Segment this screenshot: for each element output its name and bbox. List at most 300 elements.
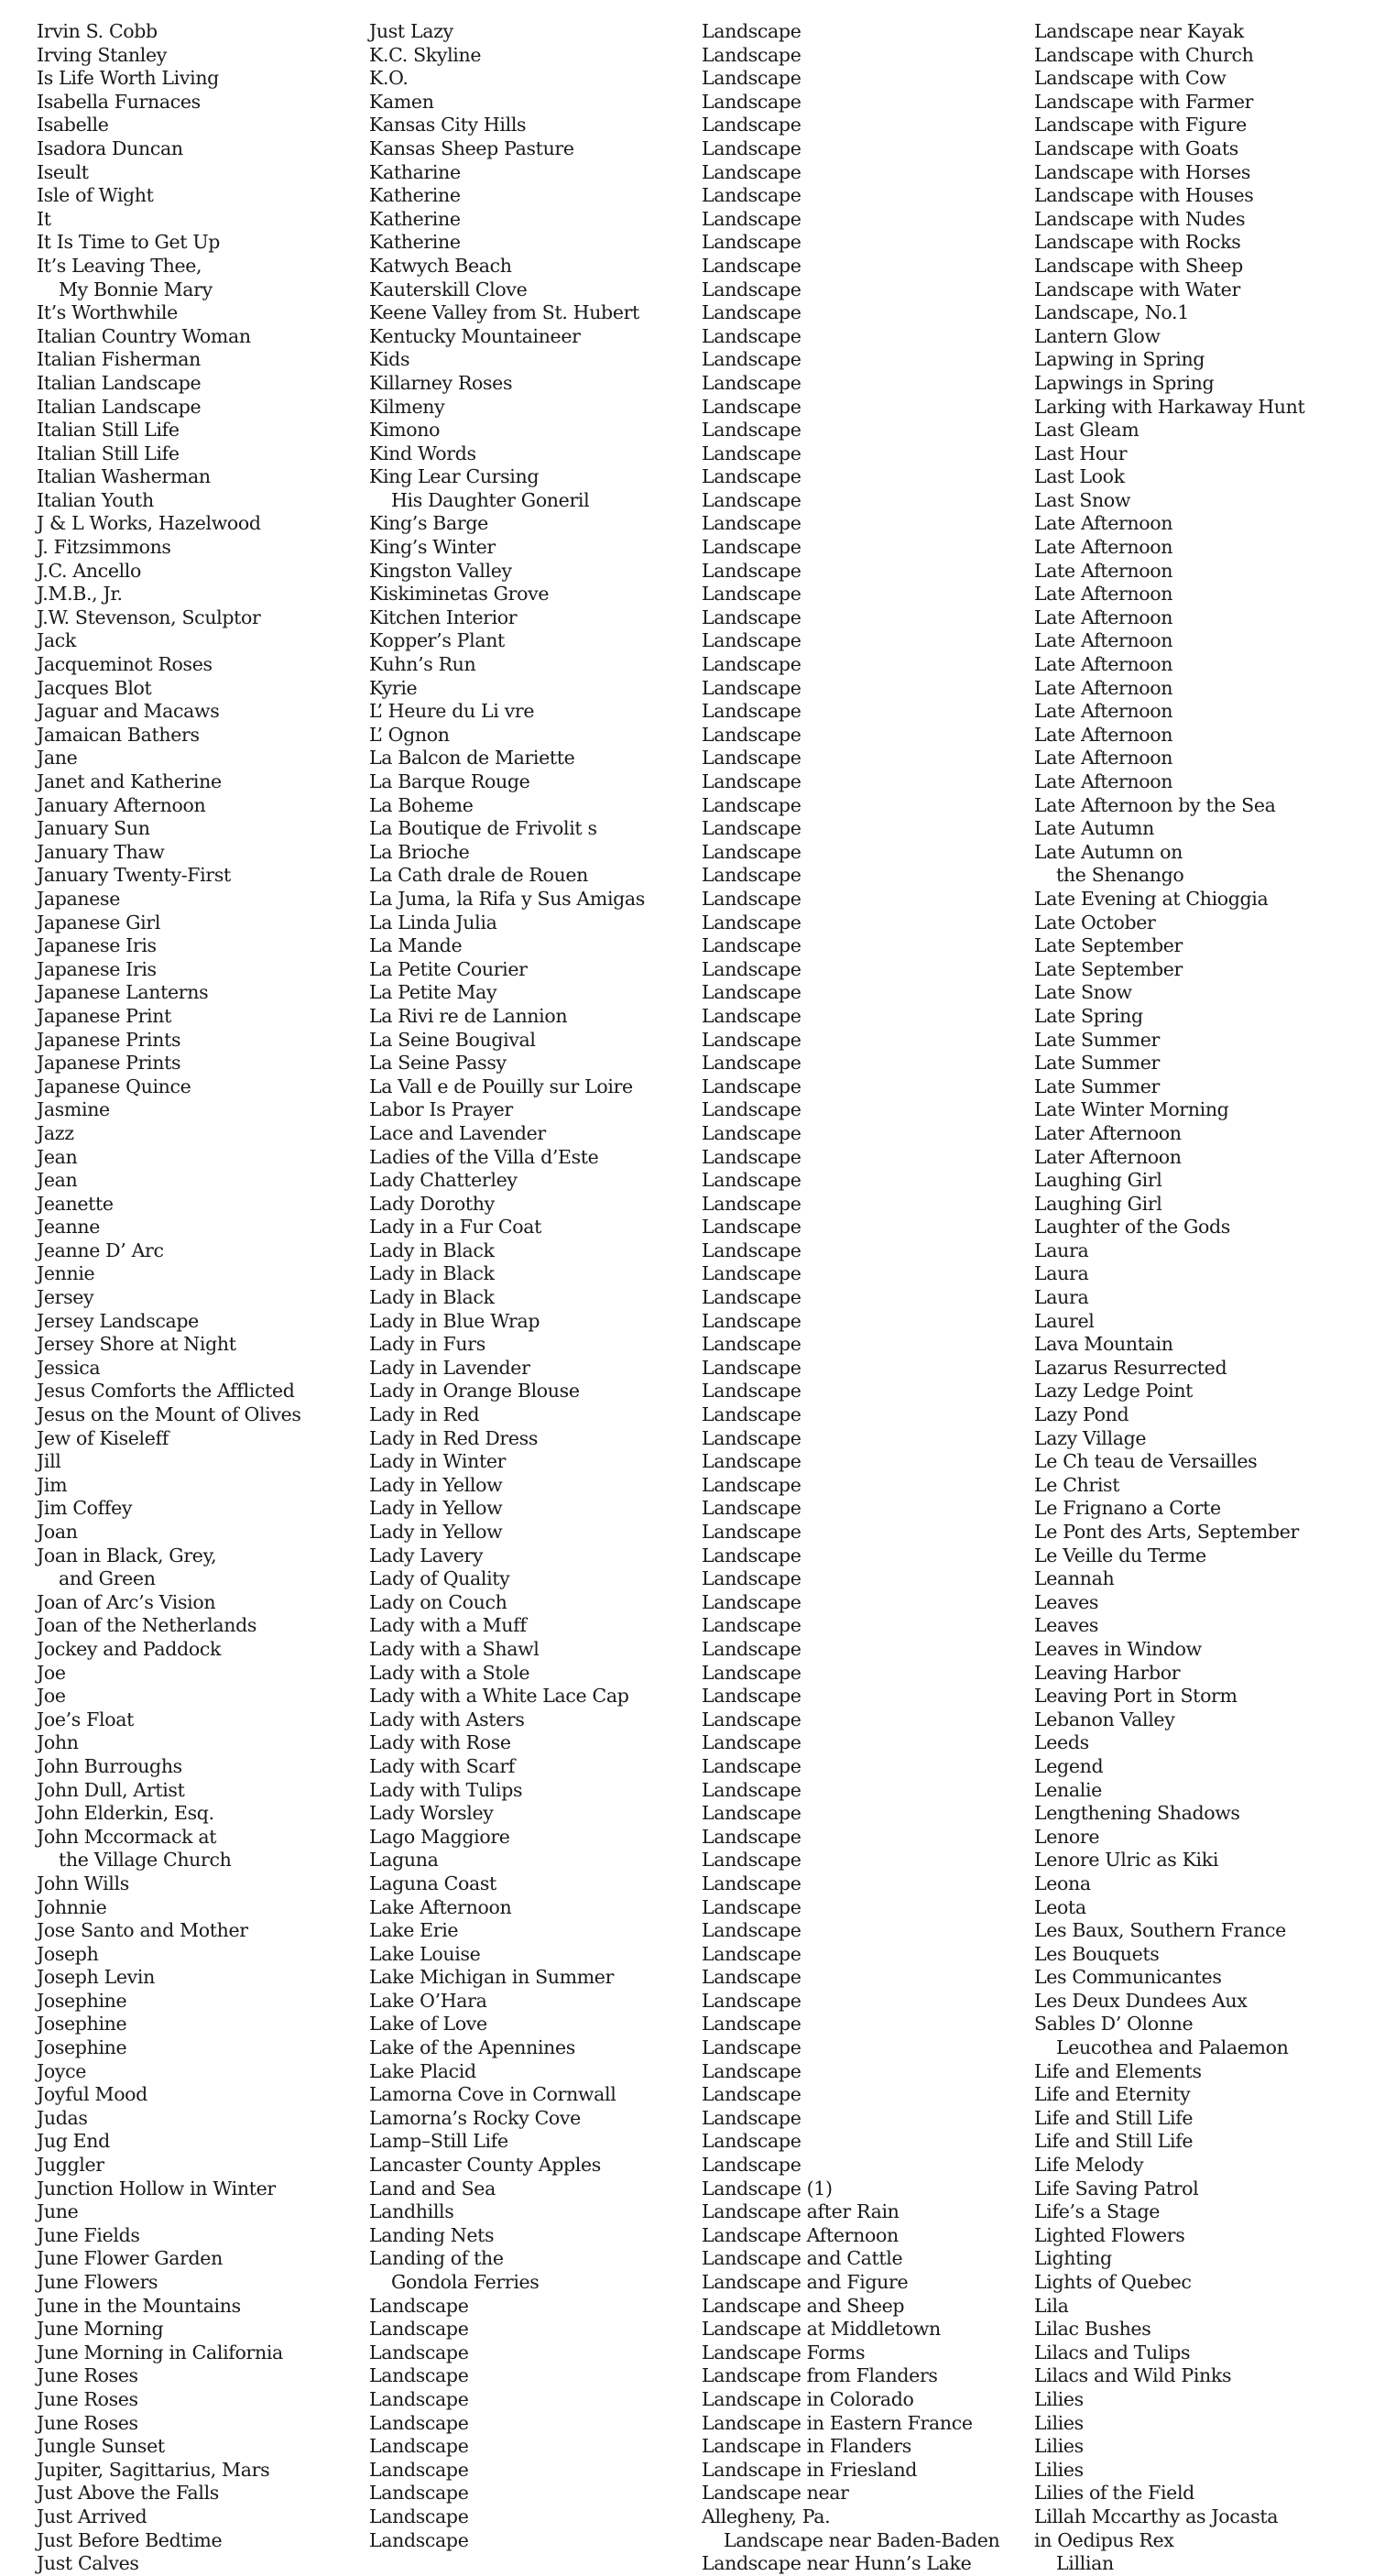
index-entry: Kentucky Mountaineer <box>369 324 581 347</box>
index-entry: Landscape <box>702 1356 802 1379</box>
index-entry: Lenore <box>1034 1825 1100 1848</box>
index-entry: Later Afternoon <box>1034 1145 1182 1168</box>
index-entry: Landscape <box>702 981 802 1004</box>
index-entry: Landscape <box>369 2505 469 2527</box>
index-entry: Laughing Girl <box>1034 1192 1162 1215</box>
index-entry: Joan in Black, Grey, <box>37 1544 217 1566</box>
index-entry: Landscape near Hunn’s Lake <box>702 2552 972 2575</box>
index-entry: Landscape <box>702 629 802 652</box>
index-entry: Landscape <box>702 817 802 840</box>
index-entry: Landscape <box>702 324 802 347</box>
index-entry: Life and Still Life <box>1034 2106 1194 2129</box>
index-entry: Life’s a Stage <box>1034 2200 1161 2223</box>
index-entry: Is Life Worth Living <box>37 67 219 90</box>
index-entry: Lenalie <box>1034 1778 1102 1801</box>
index-entry: Jug End <box>37 2130 110 2153</box>
index-entry: Lady of Quality <box>369 1567 510 1590</box>
index-entry: Lady in Red Dress <box>369 1426 538 1449</box>
index-entry: Sables D’ Olonne <box>1034 2013 1194 2036</box>
index-entry: La Cath drale de Rouen <box>369 864 588 887</box>
index-entry: Landscape <box>702 747 802 770</box>
index-entry: Les Bouquets <box>1034 1942 1160 1965</box>
index-entry: John Dull, Artist <box>37 1778 185 1801</box>
index-entry: Iseult <box>37 160 89 183</box>
index-entry: Landscape <box>702 1802 802 1825</box>
index-entry: King’s Barge <box>369 512 488 535</box>
index-entry: June <box>37 2200 79 2223</box>
index-entry: Landscape <box>702 1942 802 1965</box>
index-entry: Labor Is Prayer <box>369 1098 513 1121</box>
index-entry: Janet and Katherine <box>37 770 222 792</box>
index-entry: Lady in Black <box>369 1286 495 1309</box>
index-entry: Lady in Black <box>369 1262 495 1285</box>
index-entry-continuation: the Village Church <box>59 1849 232 1872</box>
index-entry: Jaguar and Macaws <box>37 700 220 723</box>
index-entry: Les Deux Dundees Aux <box>1034 1989 1248 2012</box>
index-entry: Landscape <box>702 2083 802 2106</box>
index-column-1 <box>37 20 301 2576</box>
index-entry: Landscape <box>702 371 802 394</box>
index-entry: Landscape <box>369 2435 469 2458</box>
index-entry: Landscape after Rain <box>702 2200 900 2223</box>
index-entry: Landscape <box>369 2294 469 2317</box>
index-entry: Italian Still Life <box>37 419 180 442</box>
index-entry: La Boutique de Frivolit s <box>369 817 597 840</box>
index-entry: L’ Heure du Li vre <box>369 700 535 723</box>
index-entry: June Roses <box>37 2364 138 2387</box>
index-entry: Landscape <box>702 2059 802 2082</box>
index-entry: Landscape <box>702 419 802 442</box>
index-entry: Landscape <box>702 2130 802 2153</box>
index-entry: Just Calves <box>37 2552 139 2575</box>
index-entry: Japanese Girl <box>37 911 161 933</box>
index-entry: Lady Lavery <box>369 1544 484 1566</box>
index-entry: Late Afternoon <box>1034 723 1173 746</box>
index-column-3 <box>702 20 999 2576</box>
index-entry: Kuhn’s Run <box>369 653 476 676</box>
index-entry: Leaves <box>1034 1614 1099 1637</box>
index-entry: Les Communicantes <box>1034 1966 1222 1989</box>
index-entry: Jim Coffey <box>37 1497 133 1520</box>
index-entry: Jessica <box>37 1356 101 1379</box>
index-entry: Lady with a Shawl <box>369 1637 540 1660</box>
index-entry: Late Afternoon <box>1034 606 1173 628</box>
index-entry: Laura <box>1034 1262 1089 1285</box>
index-entry: Irving Stanley <box>37 43 167 66</box>
index-entry: Landscape <box>369 2528 469 2551</box>
index-entry: Jasmine <box>37 1098 110 1121</box>
index-entry: Italian Landscape <box>37 371 202 394</box>
index-entry: Jamaican Bathers <box>37 723 200 746</box>
index-entry: Jersey Shore at Night <box>37 1333 236 1356</box>
index-entry: Landscape <box>702 90 802 113</box>
index-entry: Last Hour <box>1034 442 1128 464</box>
index-entry: Kiskiminetas Grove <box>369 583 550 606</box>
index-entry: Japanese Iris <box>37 957 157 980</box>
index-entry: Late Afternoon by the Sea <box>1034 793 1276 816</box>
index-entry: June Morning in California <box>37 2341 283 2363</box>
index-entry: Landing Nets <box>369 2223 495 2246</box>
index-entry: Landscape <box>702 1216 802 1239</box>
index-entry: Lady with Rose <box>369 1731 511 1754</box>
index-entry: Landscape <box>702 606 802 628</box>
index-entry: Kimono <box>369 419 441 442</box>
index-entry: Lazarus Resurrected <box>1034 1356 1227 1379</box>
index-entry: Keene Valley from St. Hubert <box>369 301 639 324</box>
index-entry: Josephine <box>37 1989 127 2012</box>
index-entry: Lighting <box>1034 2247 1112 2270</box>
index-entry: L’ Ognon <box>369 723 450 746</box>
index-entry: Kitchen Interior <box>369 606 518 628</box>
index-entry: Landscape <box>702 1590 802 1613</box>
index-entry: Landscape <box>702 2036 802 2059</box>
index-entry: Late Summer <box>1034 1052 1160 1075</box>
index-entry: Jupiter, Sagittarius, Mars <box>37 2458 270 2481</box>
index-entry: Jeanne D’ Arc <box>37 1239 164 1261</box>
index-entry: Landscape with Water <box>1034 278 1240 300</box>
index-entry-continuation: Gondola Ferries <box>391 2271 540 2293</box>
index-entry: Joe’s Float <box>37 1708 134 1730</box>
index-entry: Landscape <box>702 1473 802 1496</box>
index-entry: J & L Works, Hazelwood <box>37 512 261 535</box>
index-entry: Lake Placid <box>369 2059 476 2082</box>
index-entry: Lava Mountain <box>1034 1333 1173 1356</box>
index-entry: Landscape <box>702 301 802 324</box>
index-entry: Landscape <box>702 2154 802 2177</box>
index-entry: Laguna <box>369 1849 439 1872</box>
index-entry: Italian Washerman <box>37 465 211 488</box>
index-entry: Jill <box>37 1450 61 1473</box>
index-entry: K.C. Skyline <box>369 43 482 66</box>
index-entry: June Flower Garden <box>37 2247 223 2270</box>
index-entry: Landscape <box>702 207 802 230</box>
index-entry: Japanese Prints <box>37 1052 181 1075</box>
index-entry: K.O. <box>369 67 409 90</box>
index-entry: Lady in Yellow <box>369 1497 503 1520</box>
index-entry: Landscape <box>702 1637 802 1660</box>
index-entry: Landscape <box>702 583 802 606</box>
index-entry: Lady in Yellow <box>369 1521 503 1543</box>
index-entry: Jacques Blot <box>37 676 152 699</box>
index-entry: Lapwings in Spring <box>1034 371 1215 394</box>
index-entry: June Roses <box>37 2411 138 2434</box>
index-entry: Landscape <box>702 2013 802 2036</box>
index-entry: Kids <box>369 348 410 371</box>
index-entry: Landscape <box>702 1849 802 1872</box>
index-entry: Le Christ <box>1034 1473 1120 1496</box>
index-entry: Late Autumn on <box>1034 840 1183 863</box>
index-entry: Lake Erie <box>369 1919 459 1942</box>
index-entry: Lake Afternoon <box>369 1895 512 1918</box>
index-entry: Late September <box>1034 934 1183 957</box>
index-entry: Lake O’Hara <box>369 1989 487 2012</box>
index-entry: Japanese <box>37 887 120 910</box>
index-entry: Jersey <box>37 1286 94 1309</box>
index-entry: Landscape <box>702 1403 802 1426</box>
index-entry: Jean <box>37 1145 78 1168</box>
index-entry: Jungle Sunset <box>37 2435 165 2458</box>
index-entry: Kauterskill Clove <box>369 278 528 300</box>
index-entry: Le Frignano a Corte <box>1034 1497 1221 1520</box>
index-entry: Lenore Ulric as Kiki <box>1034 1849 1219 1872</box>
index-entry: Italian Country Woman <box>37 324 251 347</box>
index-entry: Landscape <box>702 1989 802 2012</box>
index-entry: Lady in Black <box>369 1239 495 1261</box>
index-entry: Katwych Beach <box>369 254 512 277</box>
index-entry: Leaving Harbor <box>1034 1661 1181 1684</box>
index-entry: Just Arrived <box>37 2505 147 2527</box>
index-entry: Jean <box>37 1169 78 1192</box>
index-entry: Landscape <box>702 1380 802 1403</box>
index-entry: Later Afternoon <box>1034 1121 1182 1144</box>
index-entry: Landscape <box>369 2387 469 2410</box>
index-entry: in Oedipus Rex <box>1034 2528 1174 2551</box>
index-entry: Isle of Wight <box>37 184 154 207</box>
index-entry: Lady in Winter <box>369 1450 507 1473</box>
index-entry: Landscape <box>702 1521 802 1543</box>
index-entry: Lilac Bushes <box>1034 2318 1151 2341</box>
index-entry: La Linda Julia <box>369 911 497 933</box>
index-entry: Lady Dorothy <box>369 1192 495 1215</box>
index-entry: Life and Elements <box>1034 2059 1202 2082</box>
index-entry: It’s Worthwhile <box>37 301 178 324</box>
index-entry: Landscape with Church <box>1034 43 1254 66</box>
index-entry: Landscape Afternoon <box>702 2223 899 2246</box>
index-entry: Japanese Lanterns <box>37 981 209 1004</box>
index-entry: Jesus on the Mount of Olives <box>37 1403 301 1426</box>
index-entry: La Juma, la Rifa y Sus Amigas <box>369 887 645 910</box>
index-entry: Le Veille du Terme <box>1034 1544 1206 1566</box>
index-entry: La Barque Rouge <box>369 770 530 792</box>
index-entry: Italian Landscape <box>37 395 202 418</box>
index-entry: Kopper’s Plant <box>369 629 505 652</box>
index-entry: Late Afternoon <box>1034 559 1173 582</box>
index-entry: Jew of Kiseleff <box>37 1426 169 1449</box>
index-entry: Lazy Ledge Point <box>1034 1380 1194 1403</box>
index-entry: Landscape with Horses <box>1034 160 1251 183</box>
index-entry: Landscape near <box>702 2482 849 2505</box>
index-entry: Landscape <box>702 840 802 863</box>
index-entry-continuation: the Shenango <box>1056 864 1184 887</box>
index-entry: Late Evening at Chioggia <box>1034 887 1269 910</box>
index-entry: Landscape <box>702 770 802 792</box>
index-entry: Last Snow <box>1034 488 1131 511</box>
index-entry: Landscape <box>702 278 802 300</box>
index-entry: Lancaster County Apples <box>369 2154 601 2177</box>
index-entry: Landscape (1) <box>702 2177 833 2199</box>
index-entry: Landscape with Goats <box>1034 136 1238 159</box>
index-entry: Landscape in Eastern France <box>702 2411 973 2434</box>
index-entry: La Seine Bougival <box>369 1028 536 1051</box>
index-entry: Lazy Pond <box>1034 1403 1129 1426</box>
index-entry: Landscape <box>702 1731 802 1754</box>
index-entry: La Petite Courier <box>369 957 528 980</box>
index-entry: Landscape <box>702 1778 802 1801</box>
index-entry: Joyce <box>37 2059 87 2082</box>
index-entry: Landscape <box>702 934 802 957</box>
index-entry: Landscape <box>702 1286 802 1309</box>
index-entry: Landscape with Nudes <box>1034 207 1246 230</box>
index-entry: Lady in Blue Wrap <box>369 1309 540 1332</box>
index-entry: Lady in Red <box>369 1403 480 1426</box>
index-entry: Late Afternoon <box>1034 536 1173 559</box>
index-entry: Late Afternoon <box>1034 770 1173 792</box>
index-entry: Lilies <box>1034 2435 1084 2458</box>
index-entry: Late Afternoon <box>1034 700 1173 723</box>
index-entry: Landscape <box>702 1052 802 1075</box>
index-entry: Landscape <box>702 465 802 488</box>
index-entry: Late Afternoon <box>1034 747 1173 770</box>
index-entry: Landscape <box>702 184 802 207</box>
index-entry: Landscape <box>702 1754 802 1777</box>
index-entry: Landscape <box>702 1966 802 1989</box>
index-entry: Landscape <box>702 160 802 183</box>
index-entry: Laughter of the Gods <box>1034 1216 1230 1239</box>
index-entry: Judas <box>37 2106 88 2129</box>
index-entry: Jacqueminot Roses <box>37 653 213 676</box>
index-entry: Landscape at Middletown <box>702 2318 941 2341</box>
index-entry: Isabelle <box>37 114 109 136</box>
index-entry-continuation: My Bonnie Mary <box>59 278 213 300</box>
index-entry: Landscape with Houses <box>1034 184 1254 207</box>
index-entry: Late Summer <box>1034 1028 1160 1051</box>
index-entry: Lebanon Valley <box>1034 1708 1175 1730</box>
index-entry-continuation: Landscape near Baden-Baden <box>724 2528 1000 2551</box>
index-entry: Landscape in Colorado <box>702 2387 914 2410</box>
index-entry: John <box>37 1731 79 1754</box>
index-entry: Late Afternoon <box>1034 653 1173 676</box>
index-entry: Landscape <box>702 911 802 933</box>
index-entry: Late September <box>1034 957 1183 980</box>
index-entry: Landscape <box>702 1121 802 1144</box>
index-entry: Landscape <box>702 67 802 90</box>
index-entry: Life Melody <box>1034 2154 1144 2177</box>
index-entry: Japanese Iris <box>37 934 157 957</box>
index-entry: Lantern Glow <box>1034 324 1161 347</box>
index-entry: Japanese Print <box>37 1004 171 1027</box>
index-entry: January Afternoon <box>37 793 206 816</box>
index-entry: Landscape with Sheep <box>1034 254 1243 277</box>
index-entry: Late Winter Morning <box>1034 1098 1229 1121</box>
index-entry: Lamorna Cove in Cornwall <box>369 2083 616 2106</box>
index-entry: Landscape with Cow <box>1034 67 1227 90</box>
index-entry: January Thaw <box>37 840 165 863</box>
index-entry: Katherine <box>369 207 461 230</box>
index-entry: Landscape <box>702 1895 802 1918</box>
index-entry: Landscape and Cattle <box>702 2247 903 2270</box>
index-entry: Landscape <box>702 1825 802 1848</box>
index-entry: Les Baux, Southern France <box>1034 1919 1286 1942</box>
index-entry: Killarney Roses <box>369 371 513 394</box>
index-entry: Lace and Lavender <box>369 1121 546 1144</box>
index-entry: Landscape <box>702 1919 802 1942</box>
index-entry: Katherine <box>369 231 461 254</box>
index-entry: Landscape in Flanders <box>702 2435 911 2458</box>
index-entry: Josephine <box>37 2013 127 2036</box>
index-entry: Isadora Duncan <box>37 136 183 159</box>
index-entry: It <box>37 207 51 230</box>
index-entry: Katherine <box>369 184 461 207</box>
index-entry: Landscape <box>369 2364 469 2387</box>
index-entry: June Fields <box>37 2223 140 2246</box>
index-entry: La Vall e de Pouilly sur Loire <box>369 1075 633 1097</box>
index-entry: Lillah Mccarthy as Jocasta <box>1034 2505 1279 2527</box>
index-entry: Lilies <box>1034 2387 1084 2410</box>
index-entry: J. Fitzsimmons <box>37 536 171 559</box>
index-entry: Leaves <box>1034 1590 1099 1613</box>
index-entry: Laura <box>1034 1239 1089 1261</box>
index-entry: Lady with Scarf <box>369 1754 516 1777</box>
index-entry: Landscape and Figure <box>702 2271 909 2293</box>
index-entry-continuation: Lillian <box>1056 2552 1114 2575</box>
index-entry: Landscape <box>702 1075 802 1097</box>
index-entry: Lilacs and Wild Pinks <box>1034 2364 1232 2387</box>
index-entry: Landscape, No.1 <box>1034 301 1189 324</box>
index-entry-continuation: His Daughter Goneril <box>391 488 590 511</box>
index-entry: Juggler <box>37 2154 104 2177</box>
index-entry: Landscape <box>702 43 802 66</box>
index-entry: Landscape <box>702 231 802 254</box>
index-entry: Jersey Landscape <box>37 1309 199 1332</box>
index-entry: Landscape <box>702 136 802 159</box>
index-entry: Landscape <box>702 442 802 464</box>
index-entry: Kilmeny <box>369 395 445 418</box>
index-entry: Last Gleam <box>1034 419 1140 442</box>
index-entry: Junction Hollow in Winter <box>37 2177 276 2199</box>
index-entry: Last Look <box>1034 465 1125 488</box>
index-entry: Landscape <box>702 1426 802 1449</box>
index-entry: Landscape <box>369 2341 469 2363</box>
index-entry: Lilies of the Field <box>1034 2482 1194 2505</box>
index-entry: La Seine Passy <box>369 1052 507 1075</box>
index-entry: January Twenty-First <box>37 864 231 887</box>
index-entry: La Boheme <box>369 793 474 816</box>
index-entry: June Roses <box>37 2387 138 2410</box>
index-entry: Landscape <box>702 1192 802 1215</box>
index-entry: Le Pont des Arts, September <box>1034 1521 1299 1543</box>
index-entry: Landscape <box>702 2106 802 2129</box>
index-entry: Landscape Forms <box>702 2341 866 2363</box>
index-entry: Landscape <box>369 2318 469 2341</box>
index-entry: June Flowers <box>37 2271 158 2293</box>
index-entry: Late Afternoon <box>1034 583 1173 606</box>
index-entry: Lamp–Still Life <box>369 2130 508 2153</box>
index-entry: Life and Eternity <box>1034 2083 1191 2106</box>
index-entry: Jesus Comforts the Afflicted <box>37 1380 295 1403</box>
index-entry: Landscape in Friesland <box>702 2458 918 2481</box>
index-entry: Landing of the <box>369 2247 504 2270</box>
index-entry: Japanese Quince <box>37 1075 191 1097</box>
index-entry: Lady Chatterley <box>369 1169 518 1192</box>
index-entry: J.C. Ancello <box>37 559 142 582</box>
index-entry: Landscape <box>702 1661 802 1684</box>
index-entry: Jazz <box>37 1121 74 1144</box>
index-entry: Landscape <box>702 395 802 418</box>
index-entry: Late Summer <box>1034 1075 1160 1097</box>
index-entry: Jack <box>37 629 76 652</box>
index-entry: Laughing Girl <box>1034 1169 1162 1192</box>
index-entry: Laura <box>1034 1286 1089 1309</box>
index-entry: Jockey and Paddock <box>37 1637 222 1660</box>
index-entry: Lighted Flowers <box>1034 2223 1185 2246</box>
index-entry: Lapwing in Spring <box>1034 348 1205 371</box>
index-entry: La Petite May <box>369 981 497 1004</box>
index-entry: Kamen <box>369 90 434 113</box>
index-entry: Landscape <box>702 1708 802 1730</box>
index-entry: Lago Maggiore <box>369 1825 510 1848</box>
index-entry: La Mande <box>369 934 463 957</box>
index-entry: Landscape <box>702 1098 802 1121</box>
